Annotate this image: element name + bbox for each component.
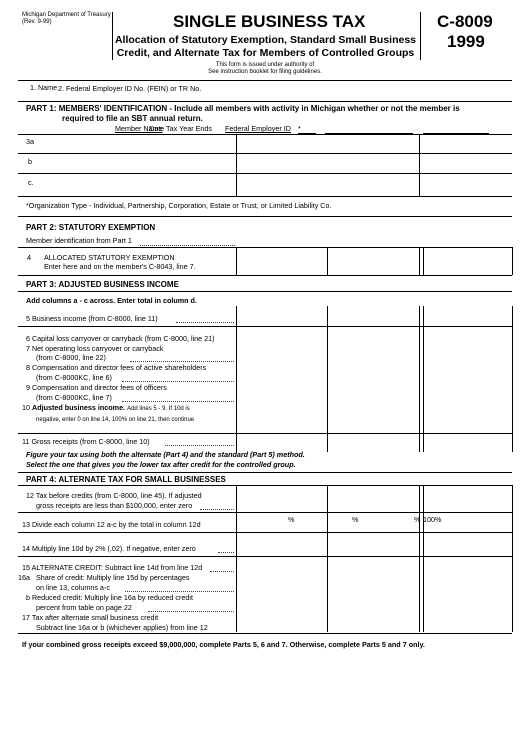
line16b-label: b Reduced credit: Multiply line 16a by reduced credit [26,593,194,602]
part3-instruction: Add columns a - c across. Enter total in column d. [26,296,197,305]
form-number: C-8009 [437,12,493,31]
line4-number: 4 [27,253,31,262]
line5-col-b[interactable] [329,308,417,324]
line12-sub-label: gross receipts are less than $100,000, enter zero [36,501,193,510]
line4-sub-label: Enter here and on the member's C-8043, line 7. [44,262,196,271]
line4-col-a[interactable] [238,249,324,273]
line12-col-a[interactable] [238,487,324,510]
line7-label: 7 Net operating loss carryover or carryback [26,344,164,353]
line13-pct-b: % [352,515,359,524]
part1-heading-bold: PART 1: MEMBERS' IDENTIFICATION - [26,104,173,113]
line9-label: 9 Compensation and director fees of officers [26,383,167,392]
col-federal-employer-id: Federal Employer ID [225,124,291,133]
line14-label: 14 Multiply line 10d by 2% (.02). If negative, enter zero [22,544,196,553]
col-date-tax-year-ends: Date Tax Year Ends [149,124,212,133]
member-c-field[interactable] [40,178,230,192]
line17-label: 17 Tax after alternate small business credit [22,613,159,622]
line7-sub-label: (from C-8000, line 22) [36,353,106,362]
line4-col-b[interactable] [329,249,417,273]
name-label: 1. Name [30,83,58,92]
row-label-3a: 3a [26,137,34,146]
part1-heading [26,104,504,114]
part3-heading: PART 3: ADJUSTED BUSINESS INCOME [26,280,179,289]
line13-pct-d: 100% [423,515,442,524]
line16a-number: 16a [18,573,30,582]
form-subtitle-1: Allocation of Statutory Exemption, Standard Small Business [114,34,417,46]
line12-col-b[interactable] [329,487,417,510]
form-subtitle-2: Credit, and Alternate Tax for Members of Controlled Groups [116,47,415,59]
line13-pct-c: % [414,515,421,524]
part1-heading-text-1: Include all members with activity in Michigan whether or not the member is [174,104,460,113]
row-label-3b: b [28,157,32,166]
col-member-name: Member Name [115,124,163,133]
line15-label: 15 ALTERNATE CREDIT: Subtract line 14d from line 12d [22,563,203,572]
line11-label: 11 Gross receipts (from C-8000, line 10) [22,437,150,446]
line17-sub-label: Subtract line 16a or b (whichever applies) from line 12 [36,623,208,632]
part2-heading: PART 2: STATUTORY EXEMPTION [26,223,156,232]
agency-label: Michigan Department of Treasury [22,12,111,18]
name-field[interactable] [80,90,280,98]
line4-col-c[interactable] [425,249,510,273]
member-a-field[interactable] [40,137,230,151]
line16a-label: Share of credit: Multiply line 15d by percentages [36,573,190,582]
part3-note-2: Select the one that gives you the lower tax after credit for the controlled group. [26,460,296,469]
line9-sub-label: (from C-8000KC, line 7) [36,393,112,402]
line5-col-c[interactable] [425,308,510,324]
line10-sub-label: negative, enter 0 on line 14, 100% on line 21, then continue [36,417,195,423]
line12-col-c[interactable] [425,487,510,510]
part4-footer-instruction: If your combined gross receipts exceed $9,000,000, complete Parts 5, 6 and 7. Otherwise, complete Parts 5 and 7 only. [22,640,425,649]
line10-number: 10 [22,403,30,412]
line5-label: 5 Business income (from C-8000, line 11) [26,314,158,323]
authority-line-2: See instruction booklet for filing guidelines. [208,69,322,75]
line10-label [22,404,190,414]
part1-heading-text-2: required to file an SBT annual return. [62,114,203,123]
org-type-footnote: *Organization Type - Individual, Partnership, Corporation, Estate or Trust, or Limited Liability Co. [26,201,332,210]
line8-label: 8 Compensation and director fees of active shareholders [26,363,207,372]
line13-label: 13 Divide each column 12 a-c by the total in column 12d [22,520,201,529]
line4-label: ALLOCATED STATUTORY EXEMPTION [44,253,175,262]
line5-col-a[interactable] [238,308,324,324]
line10-bold: Adjusted business income. [32,403,126,412]
line11-col-a[interactable] [238,434,324,450]
part3-note-1: Figure your tax using both the alternate (Part 4) and the standard (Part 5) method. [26,450,305,459]
line16a-sub-label: on line 13, columns a-c [36,583,110,592]
line17-col-b[interactable] [329,614,417,631]
fein-label: 2. Federal Employer ID No. (FEIN) or TR No. [58,84,202,93]
line11-col-b[interactable] [329,434,417,450]
form-title: SINGLE BUSINESS TAX [173,12,366,31]
line17-col-a[interactable] [238,614,324,631]
member-b-field[interactable] [40,157,230,171]
member-id-label: Member identification from Part 1 [26,236,132,245]
row-label-3c: c. [28,178,34,187]
col-org-type: * [298,124,301,133]
line11-col-c[interactable] [425,434,510,450]
authority-line-1: This form is issued under authority of [215,62,315,68]
line12-label: 12 Tax before credits (from C-8000, line 45). If adjusted [26,491,202,500]
line17-col-c[interactable] [425,614,510,631]
line13-pct-a: % [288,515,295,524]
revision-label: (Rev. 9-99) [22,19,52,25]
line8-sub-label: (from C-8000KC, line 6) [36,373,112,382]
line16b-sub-label: percent from table on page 22 [36,603,132,612]
line6-label: 6 Capital loss carryover or carryback (from C-8000, line 21) [26,334,215,343]
form-year: 1999 [447,32,485,51]
fein-field[interactable] [300,90,500,98]
part4-heading: PART 4: ALTERNATE TAX FOR SMALL BUSINESSES [26,475,226,484]
line10-small: Add lines 5 - 9. If 10d is [127,406,190,412]
